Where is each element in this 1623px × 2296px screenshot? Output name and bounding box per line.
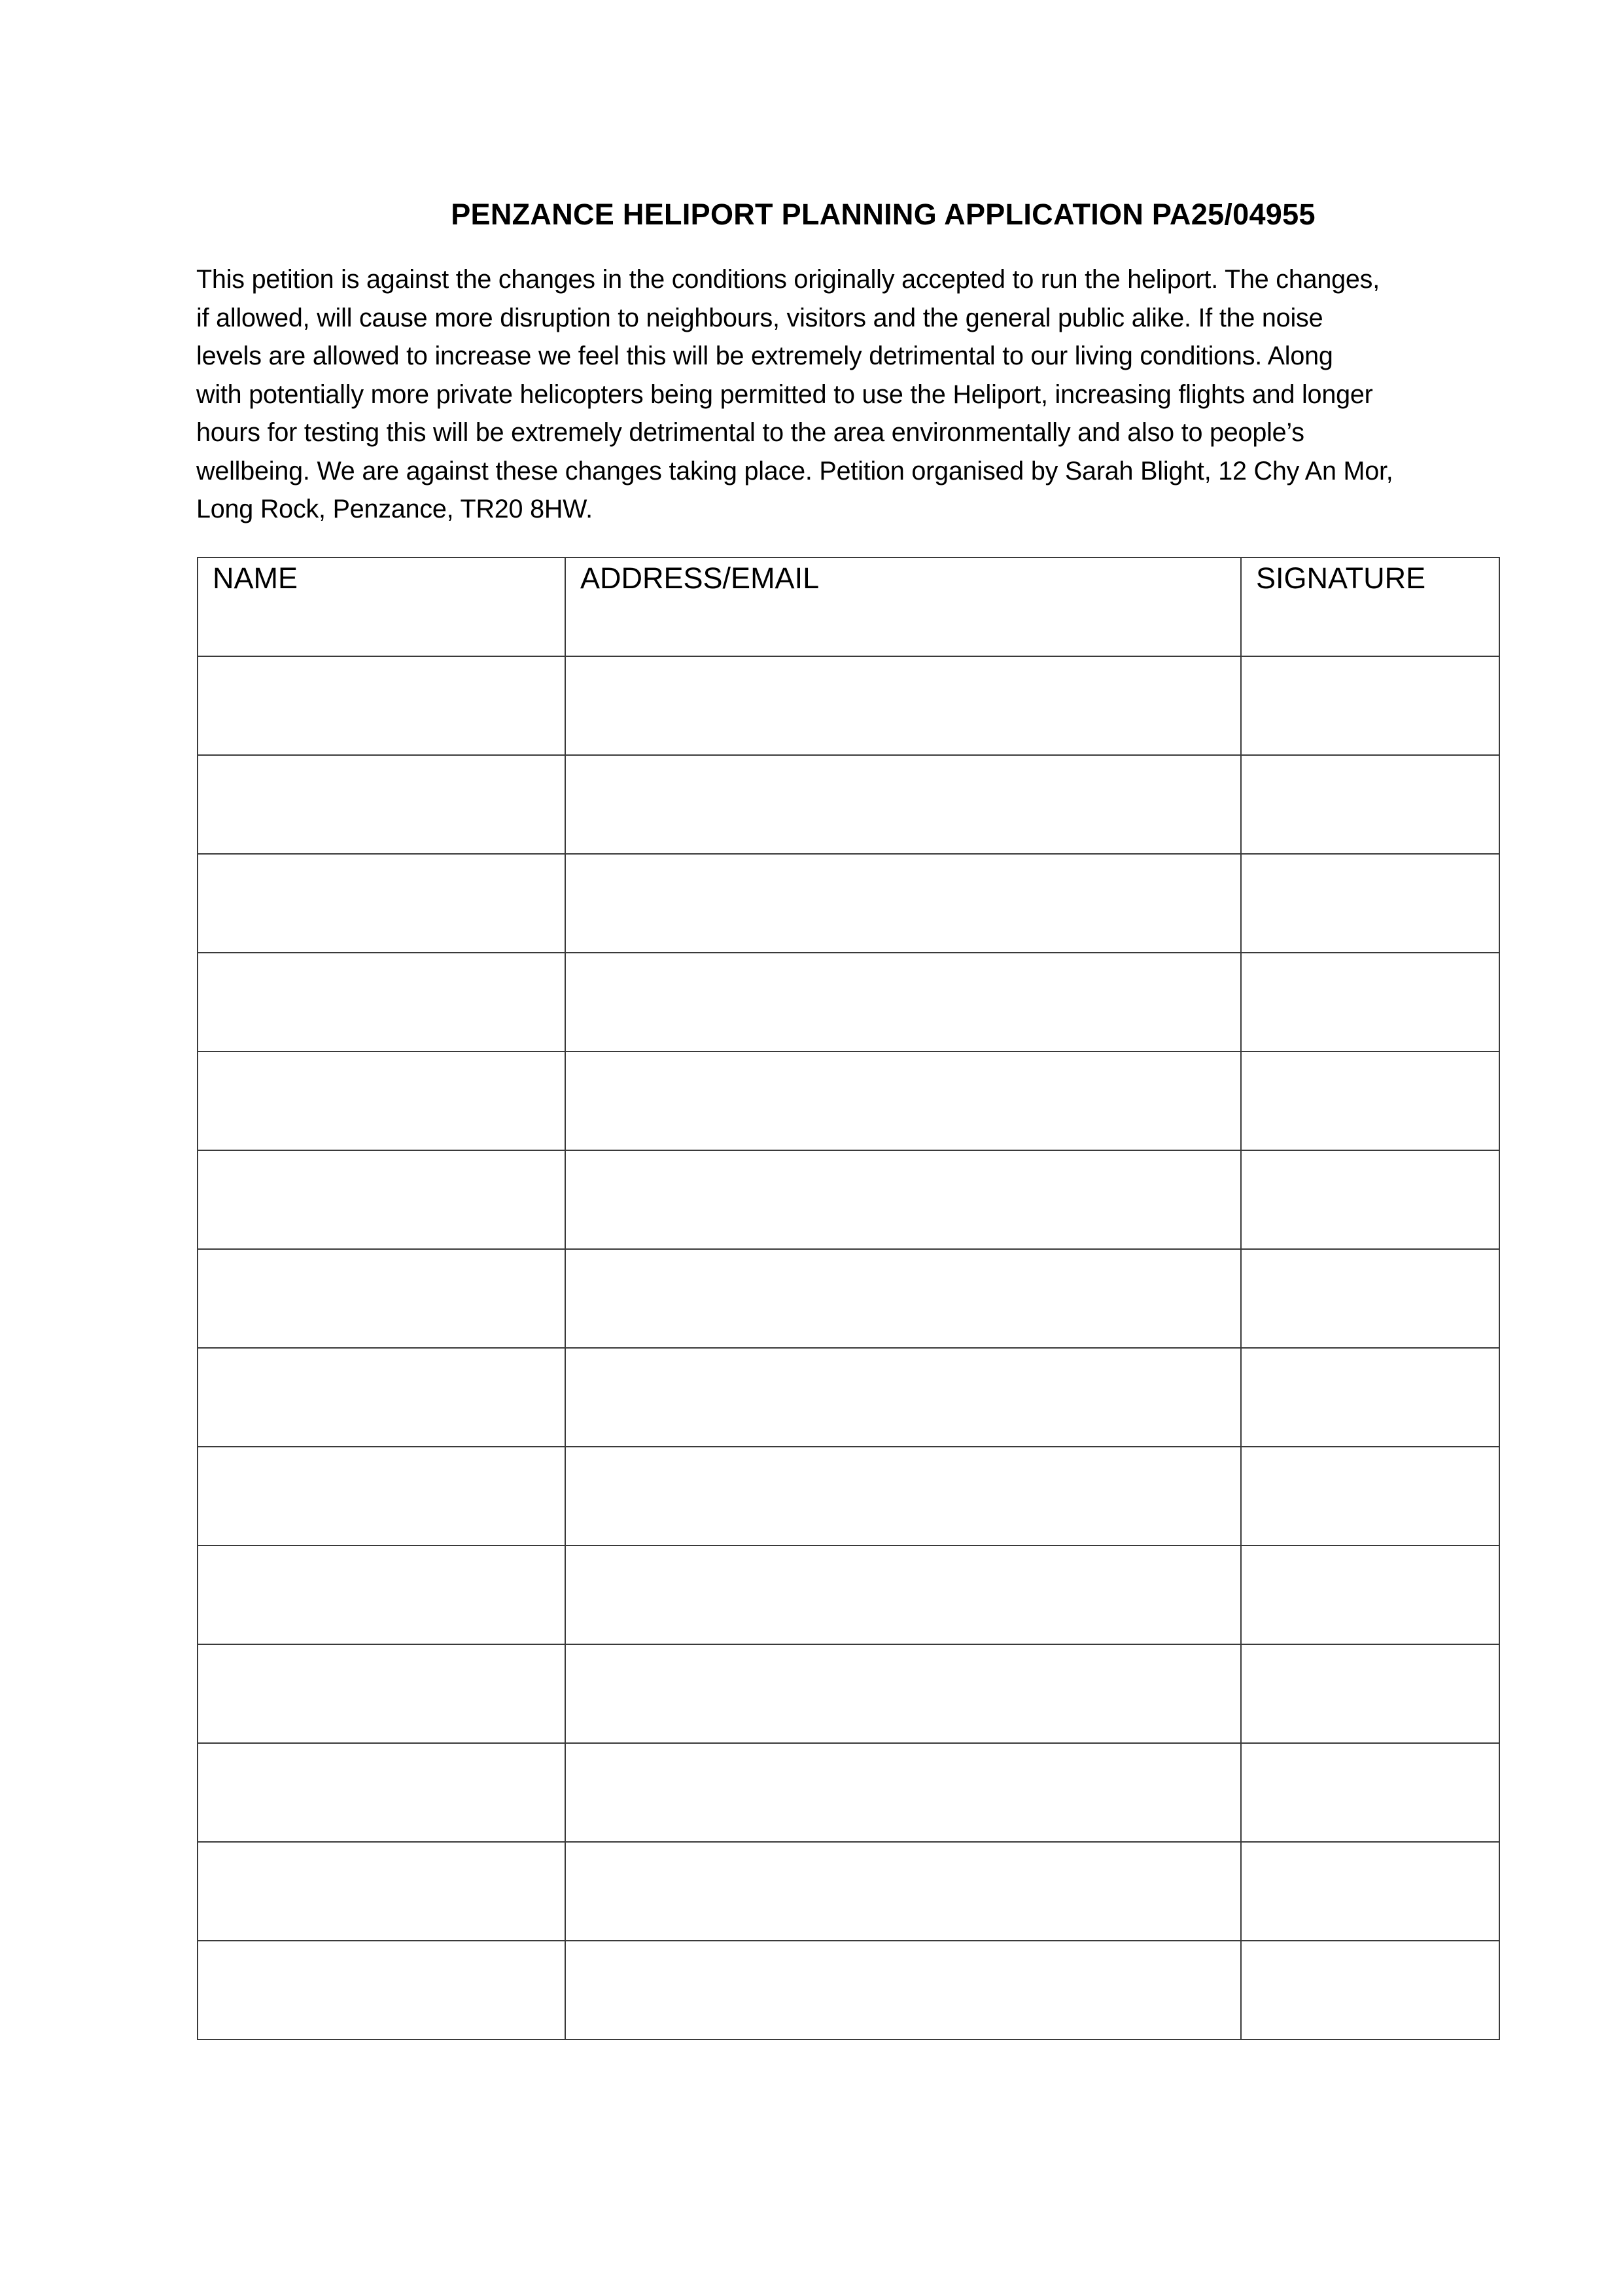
name-cell [198, 1150, 565, 1249]
address-email-cell [565, 1150, 1241, 1249]
signature-cell [1241, 854, 1499, 953]
address-email-cell [565, 1941, 1241, 2040]
signature-cell [1241, 1447, 1499, 1545]
table-row [198, 1941, 1499, 2040]
name-cell [198, 1348, 565, 1447]
intro-line: with potentially more private helicopters being permitted to use the Heliport, increasing flights and longer [196, 380, 1373, 409]
table-header-row [198, 557, 1499, 656]
table-row [198, 1348, 1499, 1447]
name-cell [198, 755, 565, 854]
intro-line: hours for testing this will be extremely detrimental to the area environmentally and also to people’s [196, 418, 1304, 447]
table-row [198, 854, 1499, 953]
intro-line: Long Rock, Penzance, TR20 8HW. [196, 495, 593, 523]
intro-line: levels are allowed to increase we feel this will be extremely detrimental to our living conditions. Along [196, 342, 1333, 370]
name-cell [198, 1051, 565, 1150]
table-row [198, 1743, 1499, 1842]
name-cell [198, 1743, 565, 1842]
name-cell [198, 1447, 565, 1545]
address-email-cell [565, 1447, 1241, 1545]
intro-line: if allowed, will cause more disruption to neighbours, visitors and the general public alike. If the noise [196, 303, 1323, 332]
table-row [198, 1545, 1499, 1644]
table-row [198, 953, 1499, 1051]
signature-cell [1241, 1941, 1499, 2040]
column-header-name: NAME [198, 557, 565, 656]
address-email-cell [565, 1249, 1241, 1348]
signature-cell [1241, 656, 1499, 755]
address-email-cell [565, 953, 1241, 1051]
page-title: PENZANCE HELIPORT PLANNING APPLICATION PA25/04955 [451, 198, 1316, 231]
address-email-cell [565, 1644, 1241, 1743]
table-row [198, 1150, 1499, 1249]
signature-cell [1241, 1051, 1499, 1150]
signature-cell [1241, 953, 1499, 1051]
address-email-cell [565, 1743, 1241, 1842]
name-cell [198, 1249, 565, 1348]
petition-intro [196, 260, 1442, 529]
name-cell [198, 854, 565, 953]
address-email-cell [565, 1842, 1241, 1941]
name-cell [198, 1644, 565, 1743]
intro-line: This petition is against the changes in the conditions originally accepted to run the heliport. The changes, [196, 265, 1380, 294]
intro-line: wellbeing. We are against these changes taking place. Petition organised by Sarah Blight, 12 Chy An Mor, [196, 456, 1393, 486]
signature-cell [1241, 1644, 1499, 1743]
signature-cell [1241, 755, 1499, 854]
signature-cell [1241, 1842, 1499, 1941]
name-cell [198, 953, 565, 1051]
address-email-cell [565, 755, 1241, 854]
name-cell [198, 656, 565, 755]
table-row [198, 1842, 1499, 1941]
table-row [198, 1644, 1499, 1743]
address-email-cell [565, 656, 1241, 755]
table-row [198, 755, 1499, 854]
table-row [198, 1249, 1499, 1348]
column-header-address-email: ADDRESS/EMAIL [565, 557, 1241, 656]
address-email-cell [565, 1545, 1241, 1644]
signature-cell [1241, 1150, 1499, 1249]
signature-table [197, 557, 1500, 2040]
name-cell [198, 1545, 565, 1644]
table-row [198, 1447, 1499, 1545]
address-email-cell [565, 1348, 1241, 1447]
signature-cell [1241, 1545, 1499, 1644]
table-row [198, 656, 1499, 755]
address-email-cell [565, 854, 1241, 953]
signature-cell [1241, 1348, 1499, 1447]
table-body [198, 656, 1499, 2040]
table-row [198, 1051, 1499, 1150]
name-cell [198, 1842, 565, 1941]
column-header-signature: SIGNATURE [1241, 557, 1499, 656]
address-email-cell [565, 1051, 1241, 1150]
signature-cell [1241, 1743, 1499, 1842]
signature-cell [1241, 1249, 1499, 1348]
name-cell [198, 1941, 565, 2040]
